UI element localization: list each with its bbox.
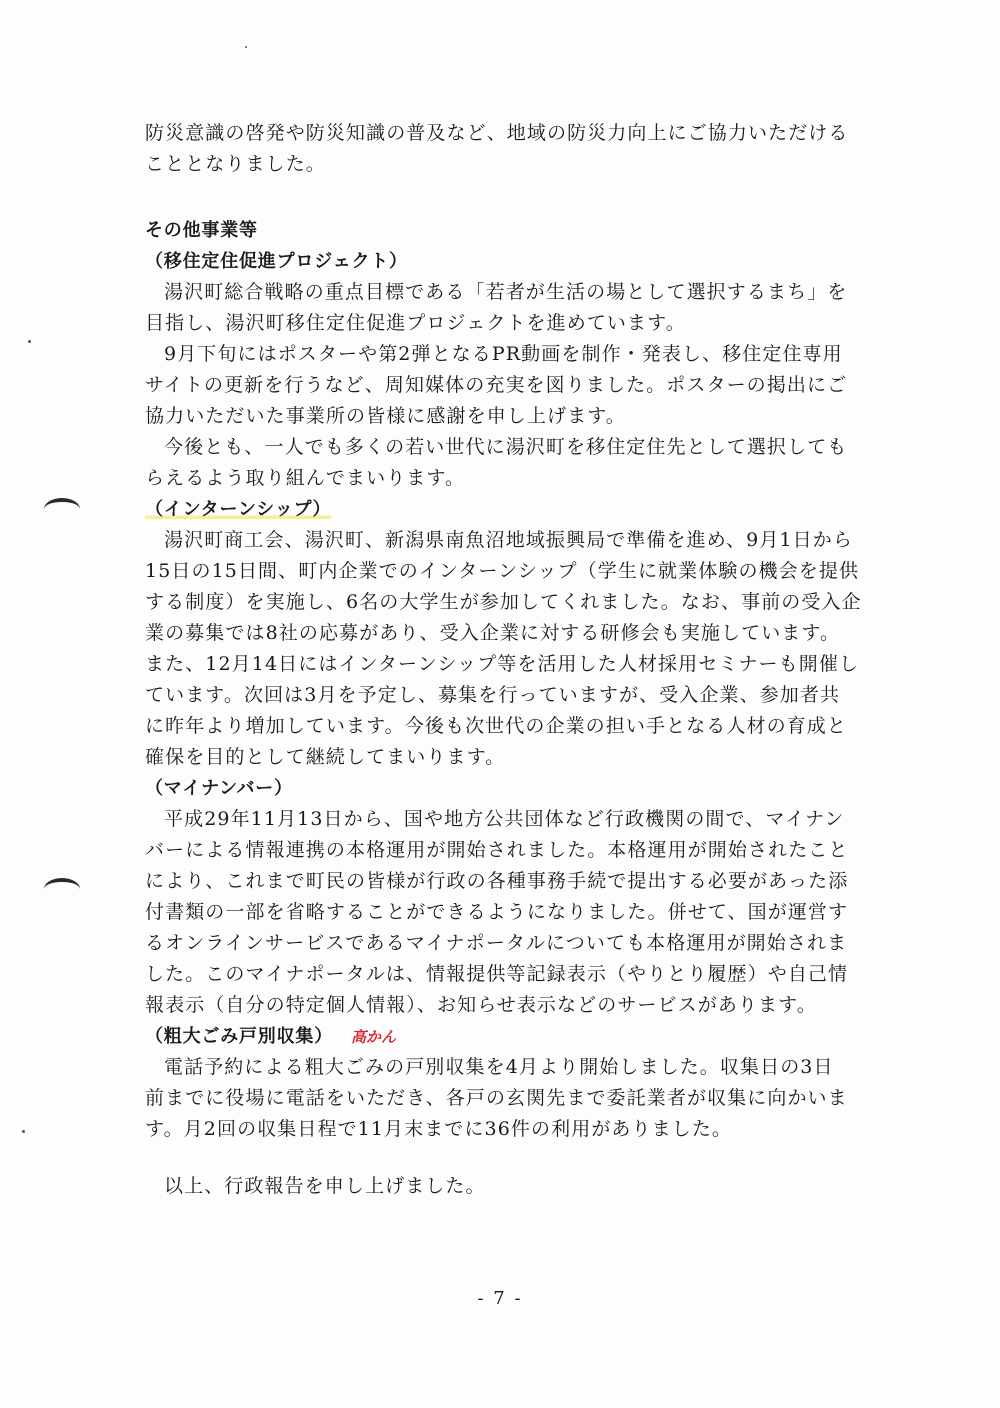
paragraph-line: また、12月14日にはインターンシップ等を活用した人材採用セミナーも開催し bbox=[145, 653, 860, 675]
paragraph-line: 9月下旬にはポスターや第2弾となるPR動画を制作・発表し、移住定住専用 bbox=[164, 343, 843, 365]
paragraph-line: 報表示（自分の特定個人情報）、お知らせ表示などのサービスがあります。 bbox=[145, 994, 817, 1016]
subsection-heading-internship bbox=[145, 494, 865, 525]
paragraph-line: 湯沢町商工会、湯沢町、新潟県南魚沼地域振興局で準備を進め、9月1日から bbox=[164, 529, 853, 551]
paragraph-line: 確保を目的として継続してまいります。 bbox=[145, 746, 506, 768]
paragraph-line: 15日の15日間、町内企業でのインターンシップ（学生に就業体験の機会を提供 bbox=[145, 560, 860, 582]
paragraph-line: 電話予約による粗大ごみの戸別収集を4月より開始しました。収集日の3日 bbox=[164, 1056, 834, 1078]
paragraph-line: サイトの更新を行うなど、周知媒体の充実を図りました。ポスターの掲出にご bbox=[145, 374, 848, 396]
document-body bbox=[145, 118, 865, 1202]
bulky-heading-text: （粗大ごみ戸別収集） bbox=[145, 1026, 333, 1047]
subsection-heading-bulky-waste bbox=[145, 1021, 865, 1052]
paragraph-line: るオンラインサービスであるマイナポータルについても本格運用が開始されま bbox=[145, 932, 848, 954]
paragraph-line: す。月2回の収集日程で11月末までに36件の利用がありました。 bbox=[145, 1118, 733, 1140]
closing-statement: 以上、行政報告を申し上げました。 bbox=[164, 1175, 486, 1197]
paragraph-line: ています。次回は3月を予定し、募集を行っていますが、受入企業、参加者共 bbox=[145, 684, 841, 706]
paragraph-line: する制度）を実施し、6名の大学生が参加してくれました。なお、事前の受入企 bbox=[145, 591, 862, 613]
intro-line: 防災意識の啓発や防災知識の普及など、地域の防災力向上にご協力いただける bbox=[145, 122, 849, 144]
paragraph-line: した。このマイナポータルは、情報提供等記録表示（やりとり履歴）や自己情 bbox=[145, 963, 849, 985]
highlighted-heading-text: （インターンシップ） bbox=[145, 499, 332, 520]
subsection-heading-migration: （移住定住促進プロジェクト） bbox=[145, 251, 408, 272]
paragraph-line: 付書類の一部を省略することができるようになりました。併せて、国が運営す bbox=[145, 901, 849, 923]
paragraph-line: 平成29年11月13日から、国や地方公共団体など行政機関の間で、マイナン bbox=[164, 808, 845, 830]
paragraph-line: 今後とも、一人でも多くの若い世代に湯沢町を移住定住先として選択しても bbox=[164, 436, 848, 458]
punch-hole-mark bbox=[44, 878, 80, 900]
paragraph-line: らえるよう取り組んでまいります。 bbox=[145, 467, 466, 489]
paragraph-line: 協力いただいた事業所の皆様に感謝を申し上げます。 bbox=[145, 405, 626, 427]
paragraph-line: 業の募集では8社の応募があり、受入企業に対する研修会も実施しています。 bbox=[145, 622, 841, 644]
paragraph-line: バーによる情報連携の本格運用が開始されました。本格運用が開始されたこと bbox=[145, 839, 849, 861]
subsection-heading-mynumber: （マイナンバー） bbox=[145, 778, 293, 799]
paragraph-line: 目指し、湯沢町移住定住促進プロジェクトを進めています。 bbox=[145, 312, 686, 334]
page-number: - 7 - bbox=[477, 1288, 523, 1309]
paragraph-line: 湯沢町総合戦略の重点目標である「若者が生活の場として選択するまち」を bbox=[164, 281, 848, 303]
paragraph-line: により、これまで町民の皆様が行政の各種事務手続で提出する必要があった添 bbox=[145, 870, 849, 892]
handwritten-note: 高かん bbox=[351, 1028, 397, 1046]
intro-line: こととなりました。 bbox=[145, 153, 326, 175]
punch-hole-mark bbox=[44, 498, 80, 520]
paragraph-line: に昨年より増加しています。今後も次世代の企業の担い手となる人材の育成と bbox=[145, 715, 847, 737]
paragraph-line: 前までに役場に電話をいただき、各戸の玄関先まで委託業者が収集に向かいま bbox=[145, 1087, 848, 1109]
section-title: その他事業等 bbox=[145, 220, 258, 241]
